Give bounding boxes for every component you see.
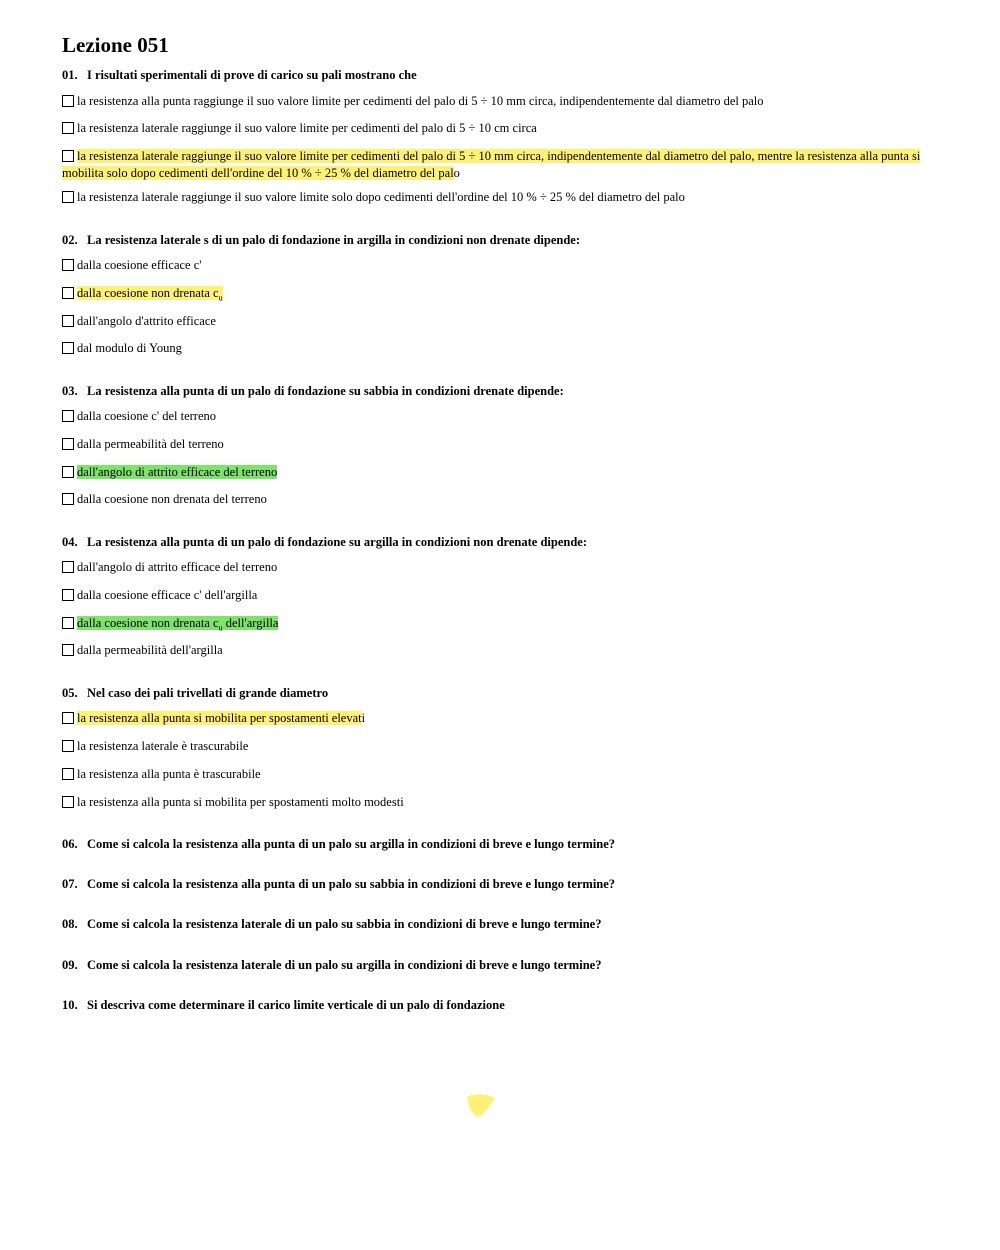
question-03: [62, 383, 564, 399]
question-text: Come si calcola la resistenza laterale di un palo su argilla in condizioni di breve e lungo termine?: [87, 958, 602, 972]
checkbox[interactable]: [62, 259, 74, 271]
answer-option[interactable]: [62, 738, 924, 755]
question-text: Nel caso dei pali trivellati di grande diametro: [87, 686, 329, 700]
option-text: dall'angolo di attrito efficace del terreno: [77, 560, 278, 574]
question-02: [62, 232, 580, 248]
question-05: [62, 685, 328, 701]
answer-option[interactable]: [62, 189, 924, 206]
option-text: dalla coesione efficace c' dell'argilla: [77, 588, 258, 602]
answer-option[interactable]: [62, 340, 924, 357]
checkbox[interactable]: [62, 712, 74, 724]
checkbox[interactable]: [62, 315, 74, 327]
checkbox[interactable]: [62, 796, 74, 808]
option-text: dalla coesione c' del terreno: [77, 409, 216, 423]
option-text: dalla permeabilità del terreno: [77, 437, 224, 451]
answer-option[interactable]: [62, 120, 924, 137]
answer-option-highlighted[interactable]: [62, 710, 924, 727]
question-number: 01.: [62, 68, 78, 82]
page-title: Lezione 051: [62, 33, 169, 57]
checkbox[interactable]: [62, 438, 74, 450]
answer-option[interactable]: [62, 794, 924, 811]
answer-option[interactable]: [62, 257, 924, 274]
checkbox[interactable]: [62, 150, 74, 162]
question-09: [62, 957, 601, 973]
answer-option[interactable]: [62, 491, 924, 508]
option-text: dalla coesione non drenata c: [77, 616, 219, 630]
option-text: dell'argilla: [222, 616, 279, 630]
option-text: la resistenza laterale raggiunge il suo valore limite per cedimenti del palo di 5 ÷ 10 cm circa: [77, 121, 537, 135]
checkbox[interactable]: [62, 191, 74, 203]
answer-option-highlighted[interactable]: [62, 148, 924, 182]
option-text: dalla coesione non drenata del terreno: [77, 492, 267, 506]
option-text: la resistenza alla punta raggiunge il suo valore limite per cedimenti del palo di 5 ÷ 10 mm circa, indipendentemente dal diametro del palo: [77, 94, 764, 108]
answer-option[interactable]: [62, 436, 924, 453]
option-text-highlight: la resistenza alla punta si mobilita per spostamenti elevat: [77, 711, 362, 725]
checkbox[interactable]: [62, 342, 74, 354]
subscript: u: [218, 623, 223, 633]
question-text: La resistenza alla punta di un palo di fondazione su argilla in condizioni non drenate dipende:: [87, 535, 587, 549]
question-10: [62, 997, 505, 1013]
checkbox[interactable]: [62, 617, 74, 629]
question-number: 10.: [62, 998, 78, 1012]
option-text-tail: i: [361, 711, 366, 725]
option-text-highlight: [77, 616, 279, 633]
question-number: 07.: [62, 877, 78, 891]
option-text: dalla permeabilità dell'argilla: [77, 643, 223, 657]
question-number: 06.: [62, 837, 78, 851]
checkbox[interactable]: [62, 95, 74, 107]
checkbox[interactable]: [62, 122, 74, 134]
option-text: la resistenza laterale è trascurabile: [77, 739, 249, 753]
question-06: [62, 836, 615, 852]
question-number: 03.: [62, 384, 78, 398]
answer-option[interactable]: [62, 408, 924, 425]
answer-option[interactable]: [62, 559, 924, 576]
question-01: [62, 67, 417, 83]
question-number: 09.: [62, 958, 78, 972]
checkbox[interactable]: [62, 493, 74, 505]
question-number: 08.: [62, 917, 78, 931]
answer-option[interactable]: [62, 587, 924, 604]
option-text: dal modulo di Young: [77, 341, 182, 355]
answer-option-highlighted[interactable]: [62, 285, 924, 307]
option-text-tail: o: [453, 166, 460, 180]
answer-option-highlighted[interactable]: [62, 464, 924, 481]
highlighter-mark-icon: [466, 1092, 498, 1120]
answer-option[interactable]: [62, 766, 924, 783]
checkbox[interactable]: [62, 644, 74, 656]
answer-option-highlighted[interactable]: [62, 615, 924, 637]
question-number: 04.: [62, 535, 78, 549]
checkbox[interactable]: [62, 768, 74, 780]
question-text: La resistenza alla punta di un palo di fondazione su sabbia in condizioni drenate dipende:: [87, 384, 564, 398]
question-number: 02.: [62, 233, 78, 247]
answer-option[interactable]: [62, 93, 924, 110]
question-text: Come si calcola la resistenza laterale di un palo su sabbia in condizioni di breve e lungo termine?: [87, 917, 602, 931]
question-text: Si descriva come determinare il carico limite verticale di un palo di fondazione: [87, 998, 505, 1012]
question-08: [62, 916, 601, 932]
checkbox[interactable]: [62, 561, 74, 573]
question-text: Come si calcola la resistenza alla punta di un palo su sabbia in condizioni di breve e lungo termine?: [87, 877, 616, 891]
option-text: dall'angolo d'attrito efficace: [77, 314, 216, 328]
question-text: I risultati sperimentali di prove di carico su pali mostrano che: [87, 68, 417, 82]
option-text-highlight: la resistenza laterale raggiunge il suo valore limite per cedimenti del palo di 5 ÷ 10 mm circa, indipendentemente dal diametro del palo, mentre la resistenza alla punta si mobilita solo dopo cedimenti dell'ordine del 10 % ÷ 25 % del diametro del pal: [62, 149, 921, 180]
question-text: Come si calcola la resistenza alla punta di un palo su argilla in condizioni di breve e lungo termine?: [87, 837, 616, 851]
option-text: la resistenza alla punta si mobilita per spostamenti molto modesti: [77, 795, 404, 809]
option-text: la resistenza alla punta è trascurabile: [77, 767, 261, 781]
option-text-highlight: [77, 286, 223, 303]
checkbox[interactable]: [62, 740, 74, 752]
checkbox[interactable]: [62, 466, 74, 478]
question-number: 05.: [62, 686, 78, 700]
answer-option[interactable]: [62, 313, 924, 330]
checkbox[interactable]: [62, 589, 74, 601]
subscript: u: [218, 293, 223, 303]
option-text-highlight: dall'angolo di attrito efficace del terreno: [77, 465, 278, 479]
checkbox[interactable]: [62, 287, 74, 299]
option-text: dalla coesione non drenata c: [77, 286, 219, 300]
checkbox[interactable]: [62, 410, 74, 422]
option-text: la resistenza laterale raggiunge il suo valore limite solo dopo cedimenti dell'ordine del 10 % ÷ 25 % del diametro del palo: [77, 190, 685, 204]
question-07: [62, 876, 615, 892]
option-text: dalla coesione efficace c': [77, 258, 202, 272]
question-04: [62, 534, 587, 550]
question-text: La resistenza laterale s di un palo di fondazione in argilla in condizioni non drenate dipende:: [87, 233, 580, 247]
answer-option[interactable]: [62, 642, 924, 659]
